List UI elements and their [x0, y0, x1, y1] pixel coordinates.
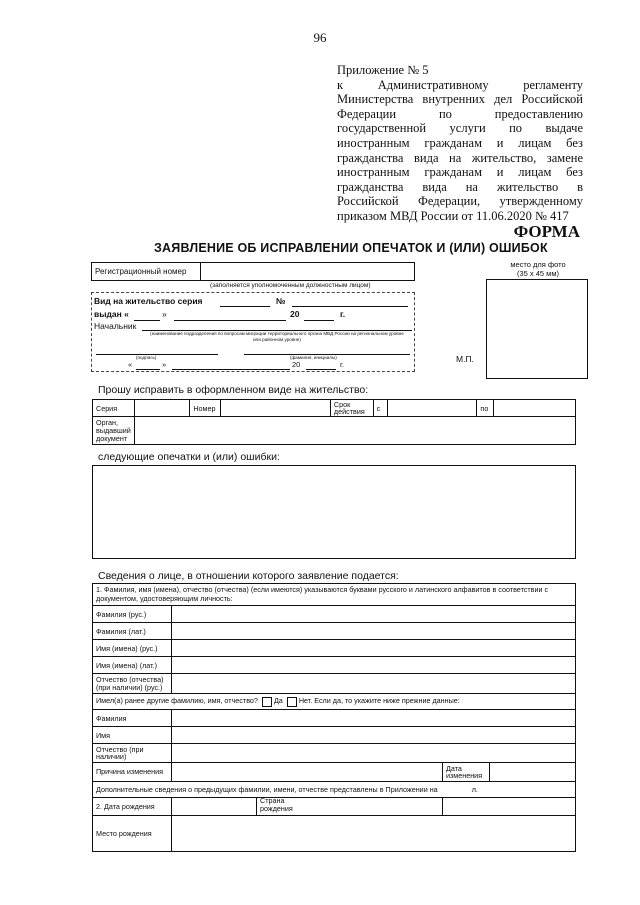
registration-box: [91, 262, 415, 281]
reason-input[interactable]: [172, 763, 443, 782]
appendix-note: [337, 63, 583, 224]
change-date-input[interactable]: [490, 763, 576, 782]
change-date-label: Дата изменения: [443, 763, 490, 782]
chief-note: (наименование подразделения по вопросам миграции территориального органа МВД России на региональном уровне или районном уровне): [150, 331, 404, 342]
birth-place-input[interactable]: [172, 816, 576, 852]
registration-label: Регистрационный номер: [95, 267, 187, 276]
prev-name-label: Имя: [93, 727, 172, 744]
name-note: (фамилия, инициалы): [290, 355, 337, 360]
patronymic-label: Отчество (отчества) (при наличии) (рус.): [93, 674, 172, 694]
series-label: Серия: [93, 400, 135, 417]
additional-text: Дополнительные сведения о предыдущих фамилии, имени, отчестве представлены в Приложении на: [96, 785, 438, 794]
name-ru-label: Имя (имена) (рус.): [93, 640, 172, 657]
permit-series-label: Вид на жительство серия: [94, 296, 203, 306]
permit-issued-label: выдан «: [94, 309, 129, 319]
birth-date-label: 2. Дата рождения: [93, 798, 172, 816]
errors-textarea[interactable]: [92, 465, 576, 559]
name-ru-input[interactable]: [172, 640, 576, 657]
surname-ru-label: Фамилия (рус.): [93, 606, 172, 623]
permit-block: Вид на жительство серия № выдан « » 20 г. Начальник (наименование подразделения по вопросам миграции территориального органа МВД России на региональном уровне или районном уровне) (подпись) (фамилия, инициалы) « » 20 г.: [91, 292, 415, 372]
form-label: ФОРМА: [513, 222, 580, 241]
item1-text: 1. Фамилия, имя (имена), отчество (отчества) (если имеются) указываются буквами русского и латинского алфавитов в соответствии с документом, удостоверяющим личность:: [93, 584, 576, 606]
validity-from-input[interactable]: [388, 400, 477, 417]
other-names-row: [93, 694, 576, 710]
number-label: Номер: [190, 400, 221, 417]
birth-country-input[interactable]: [443, 798, 576, 816]
name-lat-label: Имя (имена) (лат.): [93, 657, 172, 674]
registration-note: (заполняется уполномоченным должностным лицом): [210, 282, 371, 289]
prev-surname-input[interactable]: [172, 710, 576, 727]
no-checkbox[interactable]: [287, 697, 297, 707]
yes-label: Да: [273, 696, 283, 706]
sign-note: (подпись): [136, 355, 157, 360]
document-title: ЗАЯВЛЕНИЕ ОБ ИСПРАВЛЕНИИ ОПЕЧАТОК И (ИЛИ) ОШИБОК: [154, 241, 548, 255]
prev-patronymic-input[interactable]: [172, 744, 576, 763]
person-table: [92, 583, 576, 852]
photo-placeholder[interactable]: [486, 279, 588, 379]
yes-checkbox[interactable]: [262, 697, 272, 707]
number-input[interactable]: [221, 400, 331, 417]
prev-surname-label: Фамилия: [93, 710, 172, 727]
validity-label: Срок действия: [330, 400, 373, 417]
name-lat-input[interactable]: [172, 657, 576, 674]
validity-to-input[interactable]: [494, 400, 576, 417]
validity-to-label: по: [477, 400, 494, 417]
no-label: Нет. Если да, то укажите ниже прежние данные:: [298, 696, 460, 706]
birth-country-label: Страна рождения: [256, 797, 300, 816]
patronymic-input[interactable]: [172, 674, 576, 694]
issuer-label: Орган, выдавший документ: [93, 417, 135, 445]
issuer-input[interactable]: [134, 417, 575, 445]
chief-label: Начальник: [94, 321, 137, 331]
validity-from-label: с: [373, 400, 388, 417]
errors-heading: следующие опечатки и (или) ошибки:: [98, 451, 280, 463]
series-input[interactable]: [134, 400, 190, 417]
sheets-label: л.: [471, 785, 478, 794]
prev-name-input[interactable]: [172, 727, 576, 744]
photo-caption: место для фото (35 х 45 мм): [510, 260, 566, 278]
surname-lat-input[interactable]: [172, 623, 576, 640]
stamp-label: М.П.: [456, 354, 474, 364]
prev-patronymic-label: Отчество (при наличии): [93, 744, 172, 763]
additional-row: [93, 782, 576, 798]
birth-place-label: Место рождения: [93, 816, 172, 852]
birth-date-input[interactable]: [172, 798, 443, 816]
surname-lat-label: Фамилия (лат.): [93, 623, 172, 640]
request-heading: Прошу исправить в оформленном виде на жительство:: [98, 384, 369, 396]
appendix-text: к Административному регламенту Министерства внутренних дел Российской Федерации по предоставлению государственной услуги по выдаче иностранным гражданам и лицам без гражданства вида на жительство, замене иностранным гражданам и лицам без гражданства вида на жительство в Российской Федерации, утвержденному приказом МВД России от 11.06.2020 № 417: [337, 77, 583, 223]
page-number: 96: [313, 30, 327, 45]
appendix-heading: Приложение № 5: [337, 63, 429, 77]
surname-ru-input[interactable]: [172, 606, 576, 623]
reason-label: Причина изменения: [93, 763, 172, 782]
person-heading: Сведения о лице, в отношении которого заявление подается:: [98, 570, 399, 582]
other-names-question: Имел(а) ранее другие фамилию, имя, отчество?: [96, 696, 258, 706]
permit-number-label: №: [276, 296, 286, 306]
document-table: [92, 399, 576, 445]
